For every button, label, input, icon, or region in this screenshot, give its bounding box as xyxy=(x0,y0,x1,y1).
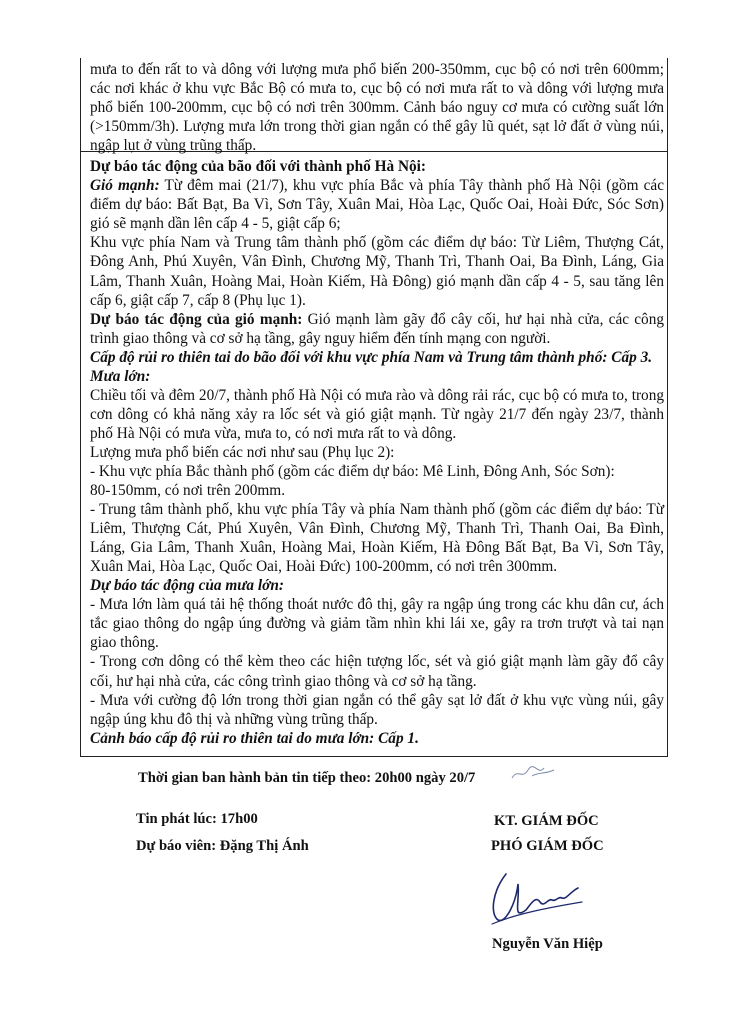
rain-impact-2: - Trong cơn dông có thể kèm theo các hiện tượng lốc, sét và gió giật mạnh làm gãy đổ cây cối, hư hại nhà cửa, các công trình giao thông và cơ sở hạ tầng. xyxy=(90,653,664,690)
next-issue-time: Thời gian ban hành bản tin tiếp theo: 20h00 ngày 20/7 xyxy=(138,770,476,786)
wind-impact-label: Dự báo tác động của gió mạnh: xyxy=(90,310,303,328)
initials-mark xyxy=(508,762,558,784)
wind-impact-text: Gió mạnh làm gãy đổ cây cối, hư hại nhà cửa, các công trình giao thông và cơ sở hạ tầng, gây nguy hiểm đến tính mạng con người. xyxy=(90,310,664,347)
signature-image xyxy=(486,862,586,932)
rain-center: - Trung tâm thành phố, khu vực phía Tây và phía Nam thành phố (gồm các điểm dự báo: Từ Liêm, Thượng Cát, Phú Xuyên, Vân Đình, Chương Mỹ, Thanh Trì, Thanh Oai, Ba Đình, Láng, Gia Lâm, Thanh Xuân, Hoàng Mai, Hoàn Kiếm, Hà Đông Bất Bạt, Ba Vì, Sơn Tây, Xuân Mai, Hòa Lạc, Quốc Oai, Hoài Đức) 100-200mm, có nơi trên 300mm. xyxy=(90,501,664,576)
wind-label: Gió mạnh: xyxy=(90,177,160,195)
rain-impact-3: - Mưa với cường độ lớn trong thời gian ngắn có thể gây sạt lở đất ở khu vực vùng núi, gây ngập úng khu đô thị và những vùng trũng thấp. xyxy=(90,691,664,728)
signer-title-1: KT. GIÁM ĐỐC xyxy=(494,813,599,829)
wind-paragraph-2: Khu vực phía Nam và Trung tâm thành phố (gồm các điểm dự báo: Từ Liêm, Thượng Cát, Đông Anh, Phú Xuyên, Vân Đình, Chương Mỹ, Thanh Trì, Thanh Oai, Ba Đình, Láng, Gia Lâm, Thanh Xuân, Hoàng Mai, Hoàn Kiếm, Hà Đông) gió mạnh dần cấp 4 - 5, sau tăng lên cấp 6, giật cấp 7, cấp 8 (Phụ lục 1). xyxy=(90,234,664,309)
rain-overview-paragraph: mưa to đến rất to và dông với lượng mưa phổ biến 200-350mm, cục bộ có nơi trên 600mm; các nơi khác ở khu vực Bắc Bộ có mưa to, cục bộ có nơi mưa rất to và dông với lượng mưa phổ biến 100-200mm, cục bộ có nơi trên 300mm. Cảnh báo nguy cơ mưa có cường suất lớn (>150mm/3h). Lượng mưa lớn trong thời gian ngắn có thể gây lũ quét, sạt lở đất ở vùng núi, ngập lụt ở vùng trũng thấp. xyxy=(90,61,664,155)
rain-label: Mưa lớn: xyxy=(90,367,151,385)
wind-paragraph xyxy=(90,176,664,233)
wind-text: Từ đêm mai (21/7), khu vực phía Bắc và phía Tây thành phố Hà Nội (gồm các điểm dự báo: Bất Bạt, Ba Vì, Sơn Tây, Xuân Mai, Hòa Lạc, Quốc Oai, Hoài Đức, Sóc Sơn) gió sẽ mạnh dần lên cấp 4 - 5, giật cấp 6; xyxy=(90,177,664,233)
signer-title-2: PHÓ GIÁM ĐỐC xyxy=(491,838,604,854)
rain-paragraph-2: Lượng mưa phổ biến các nơi như sau (Phụ lục 2): xyxy=(90,443,395,461)
rain-impact-label: Dự báo tác động của mưa lớn: xyxy=(90,577,284,595)
rain-risk-level: Cảnh báo cấp độ rủi ro thiên tai do mưa lớn: Cấp 1. xyxy=(90,729,419,747)
forecaster: Dự báo viên: Đặng Thị Ánh xyxy=(136,838,309,854)
rain-impact-1: - Mưa lớn làm quá tải hệ thống thoát nước đô thị, gây ra ngập úng trong các khu dân cư, ách tắc giao thông do ngập úng đường và giảm tầm nhìn khi lái xe, gây ra trơn trượt và tai nạn giao thông. xyxy=(90,596,664,652)
bulletin-content xyxy=(90,60,664,748)
storm-risk-level: Cấp độ rủi ro thiên tai do bão đối với khu vực phía Nam và Trung tâm thành phố: Cấp 3. xyxy=(90,348,653,366)
rain-paragraph-1: Chiều tối và đêm 20/7, thành phố Hà Nội có mưa rào và dông rải rác, cục bộ có mưa to, trong cơn dông có khả năng xảy ra lốc sét và gió giật mạnh. Từ ngày 21/7 đến ngày 23/7, thành phố Hà Nội có mưa vừa, mưa to, có nơi mưa rất to và dông. xyxy=(90,386,664,442)
signer-name: Nguyễn Văn Hiệp xyxy=(492,936,603,952)
rain-north: - Khu vực phía Bắc thành phố (gồm các điểm dự báo: Mê Linh, Đông Anh, Sóc Sơn): xyxy=(90,462,615,480)
hanoi-heading: Dự báo tác động của bão đối với thành phố Hà Nội: xyxy=(90,158,426,176)
issued-at: Tin phát lúc: 17h00 xyxy=(136,811,258,827)
wind-impact-paragraph xyxy=(90,310,664,348)
rain-north-value: 80-150mm, có nơi trên 200mm. xyxy=(90,482,286,500)
